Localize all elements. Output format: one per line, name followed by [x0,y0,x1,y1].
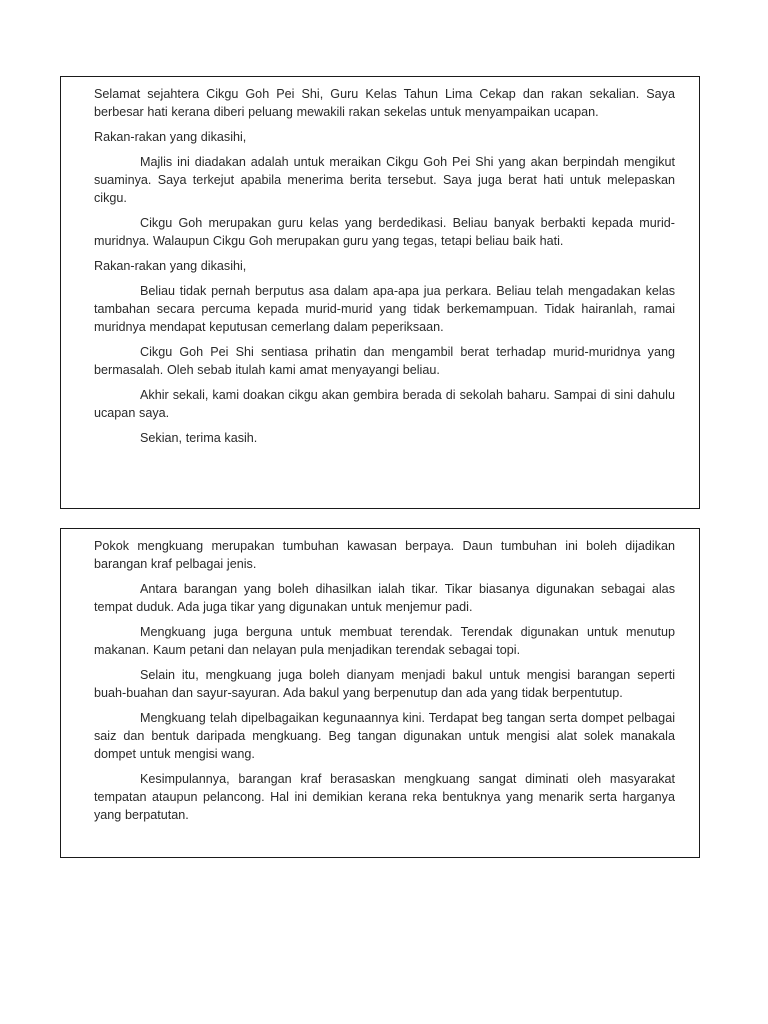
mengkuang-paragraph-1: Pokok mengkuang merupakan tumbuhan kawasan berpaya. Daun tumbuhan ini boleh dijadikan barangan kraf pelbagai jenis. [94,539,675,571]
mengkuang-paragraph-2: Antara barangan yang boleh dihasilkan ialah tikar. Tikar biasanya digunakan sebagai alas tempat duduk. Ada juga tikar yang digunakan untuk menjemur padi. [94,582,675,614]
speech-text-box [60,76,700,509]
mengkuang-paragraph-4: Selain itu, mengkuang juga boleh dianyam menjadi bakul untuk mengisi barangan seperti buah-buahan dan sayur-sayuran. Ada bakul yang berpenutup dan ada yang tidak berpentutup. [94,668,675,700]
speech-paragraph-3: Majlis ini diadakan adalah untuk meraikan Cikgu Goh Pei Shi yang akan berpindah mengikut suaminya. Saya terkejut apabila menerima berita tersebut. Saya juga berat hati untuk melepaskan cikgu. [94,155,675,205]
speech-paragraph-8: Akhir sekali, kami doakan cikgu akan gembira berada di sekolah baharu. Sampai di sini dahulu ucapan saya. [94,388,675,420]
speech-paragraph-7: Cikgu Goh Pei Shi sentiasa prihatin dan mengambil berat terhadap murid-muridnya yang bermasalah. Oleh sebab itulah kami amat menyayangi beliau. [94,345,675,377]
speech-paragraph-9: Sekian, terima kasih. [140,431,258,445]
mengkuang-paragraph-6: Kesimpulannya, barangan kraf berasaskan mengkuang sangat diminati oleh masyarakat tempatan ataupun pelancong. Hal ini demikian kerana reka bentuknya yang menarik serta harganya yang berpatutan. [94,772,675,822]
speech-paragraph-5: Rakan-rakan yang dikasihi, [94,259,247,273]
mengkuang-paragraph-5: Mengkuang telah dipelbagaikan kegunaannya kini. Terdapat beg tangan serta dompet pelbagai saiz dan bentuk daripada mengkuang. Beg tangan digunakan untuk mengisi alat solek manakala dompet untuk mengisi wang. [94,711,675,761]
mengkuang-paragraph-3: Mengkuang juga berguna untuk membuat terendak. Terendak digunakan untuk menutup makanan. Kaum petani dan nelayan pula menjadikan terendak sebagai topi. [94,625,675,657]
speech-paragraph-2: Rakan-rakan yang dikasihi, [94,130,247,144]
speech-paragraph-6: Beliau tidak pernah berputus asa dalam apa-apa jua perkara. Beliau telah mengadakan kelas tambahan secara percuma kepada murid-murid yang tidak berkemampuan. Tidak hairanlah, ramai muridnya mendapat keputusan cemerlang dalam peperiksaan. [94,284,675,334]
mengkuang-text-box [60,528,700,858]
speech-paragraph-4: Cikgu Goh merupakan guru kelas yang berdedikasi. Beliau banyak berbakti kepada murid-muridnya. Walaupun Cikgu Goh merupakan guru yang tegas, tetapi beliau baik hati. [94,216,675,248]
speech-paragraph-1: Selamat sejahtera Cikgu Goh Pei Shi, Guru Kelas Tahun Lima Cekap dan rakan sekalian. Saya berbesar hati kerana diberi peluang mewakili rakan sekelas untuk menyampaikan ucapan. [94,87,675,119]
